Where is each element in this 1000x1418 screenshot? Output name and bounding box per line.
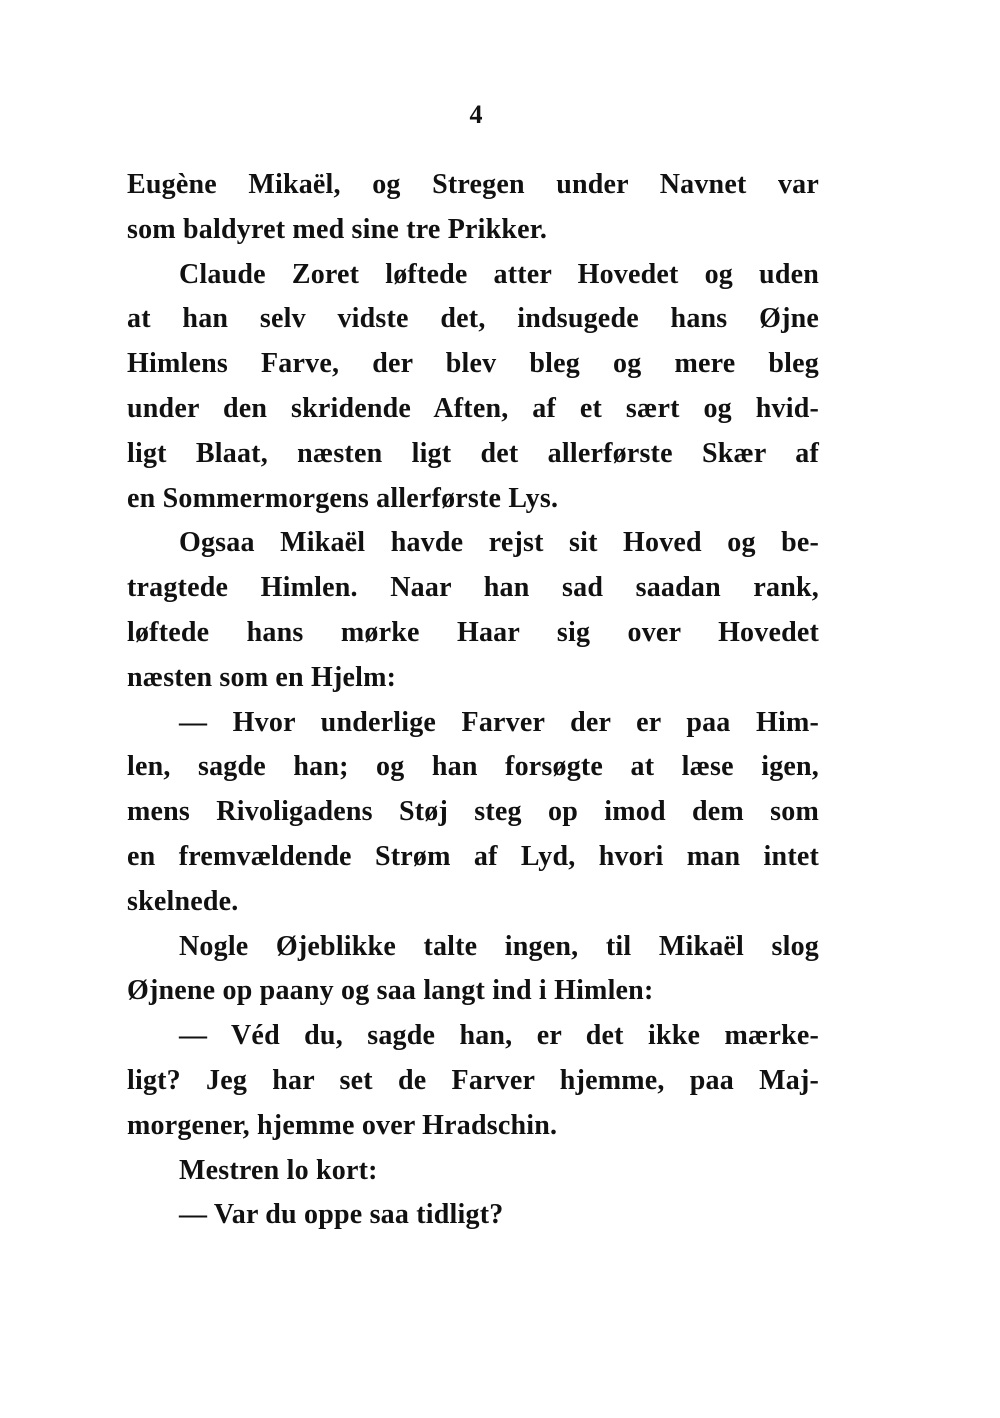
text-line: Mestren lo kort: [179,1154,378,1186]
text-line: næsten som en Hjelm: [127,661,397,693]
text-line: Eugène Mikaël, og Stregen under Navnet var [127,169,819,200]
text-line: — Véd du, sagde han, er det ikke mærke- [179,1020,819,1052]
text-line: morgener, hjemme over Hradschin. [127,1109,558,1141]
text-line: — Hvor underlige Farver der er paa Him- [179,706,819,738]
text-line: Claude Zoret løftede atter Hovedet og uden [179,258,819,290]
text-line: under den skridende Aften, af et sært og hvid- [127,392,819,424]
page-number: 4 [469,100,483,129]
text-line: Nogle Øjeblikke talte ingen, til Mikaël slog [179,930,819,962]
text-line: skelnede. [127,885,239,917]
text-line: ligt? Jeg har set de Farver hjemme, paa Maj- [127,1064,819,1096]
text-line: mens Rivoligadens Støj steg op imod dem som [127,796,819,828]
text-line: len, sagde han; og han forsøgte at læse igen, [127,751,819,783]
text-line: at han selv vidste det, indsugede hans Øjne [127,303,819,335]
text-line: Himlens Farve, der blev bleg og mere bleg [127,348,819,380]
body-text [127,163,819,1238]
text-line: Øjnene op paany og saa langt ind i Himlen: [127,975,654,1007]
text-line: løftede hans mørke Haar sig over Hovedet [127,616,819,648]
text-line: en Sommermorgens allerførste Lys. [127,482,559,514]
text-line: Ogsaa Mikaël havde rejst sit Hoved og be- [179,527,819,559]
text-line: ligt Blaat, næsten ligt det allerførste Skær af [127,437,819,469]
text-line: — Var du oppe saa tidligt? [179,1199,504,1231]
text-line: tragtede Himlen. Naar han sad saadan rank, [127,572,819,604]
text-line: som baldyret med sine tre Prikker. [127,213,548,245]
text-line: en fremvældende Strøm af Lyd, hvori man intet [127,840,819,872]
